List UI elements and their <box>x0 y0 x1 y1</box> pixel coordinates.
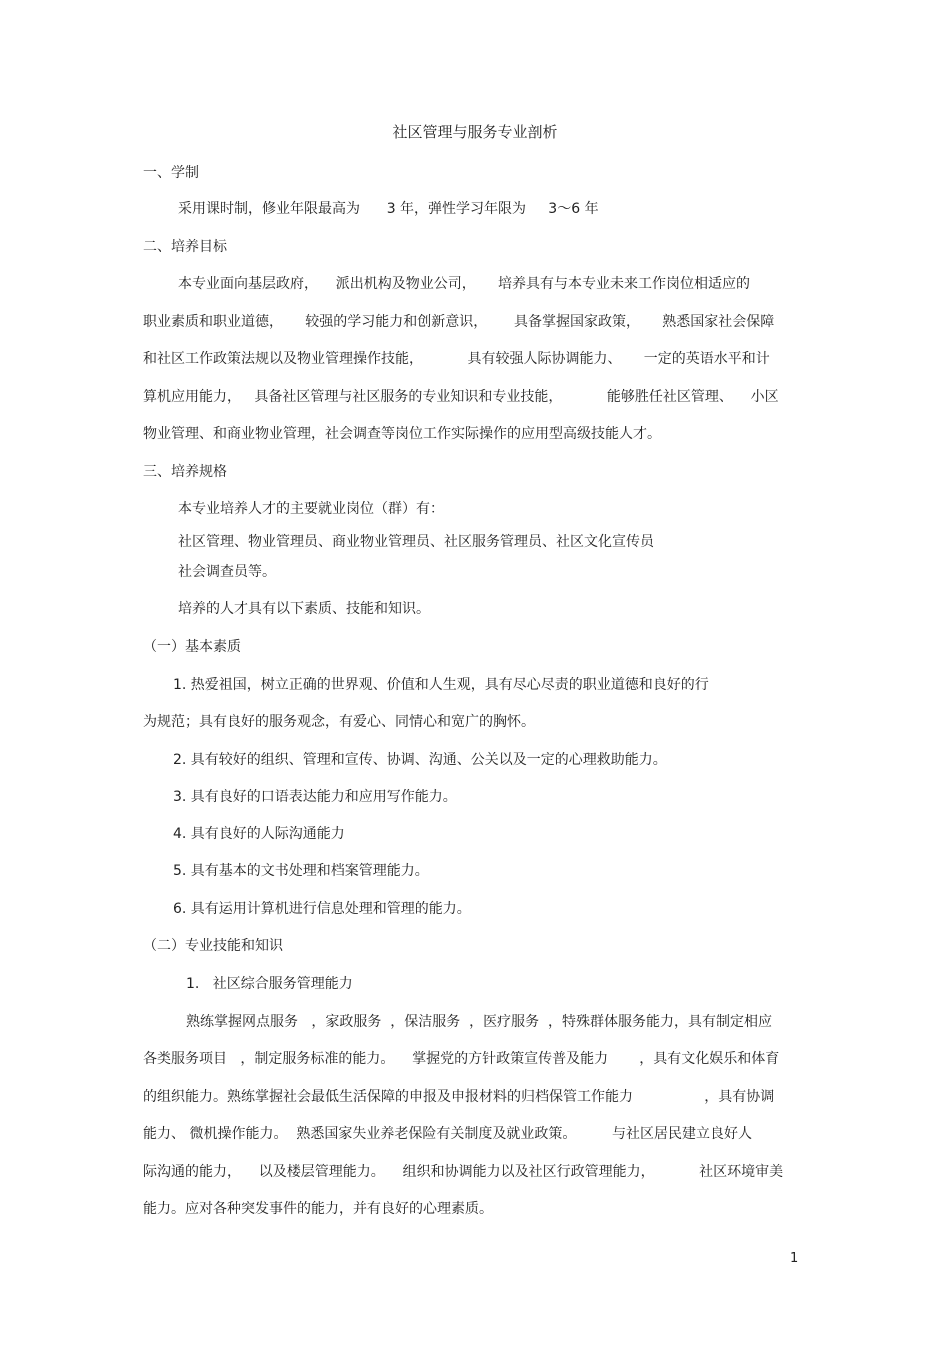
paragraph-line: 能力、 微机操作能力。 熟悉国家失业养老保险有关制度及就业政策。 与社区居民建立良好人 <box>143 1126 752 1142</box>
paragraph-line: 本专业面向基层政府， 派出机构及物业公司， 培养具有与本专业未来工作岗位相适应的 <box>178 276 751 292</box>
list-item: 5. 具有基本的文书处理和档案管理能力。 <box>173 863 429 879</box>
list-item: 6. 具有运用计算机进行信息处理和管理的能力。 <box>173 901 471 917</box>
paragraph-line: 本专业培养人才的主要就业岗位（群）有： <box>178 501 444 517</box>
paragraph-line: 社会调查员等。 <box>178 564 276 580</box>
subsection-heading: （一）基本素质 <box>143 639 241 655</box>
list-item: 2. 具有较好的组织、管理和宣传、协调、沟通、公关以及一定的心理救助能力。 <box>173 752 667 768</box>
list-item: 4. 具有良好的人际沟通能力 <box>173 826 345 842</box>
paragraph-line: 社区管理、物业管理员、商业物业管理员、社区服务管理员、社区文化宣传员 <box>178 534 654 550</box>
paragraph-line: 算机应用能力， 具备社区管理与社区服务的专业知识和专业技能， 能够胜任社区管理、 小区 <box>143 389 779 405</box>
subsection-heading: （二）专业技能和知识 <box>143 938 283 954</box>
page-number: 1 <box>790 1251 799 1266</box>
paragraph-line: 际沟通的能力， 以及楼层管理能力。 组织和协调能力以及社区行政管理能力， 社区环境审美 <box>143 1164 784 1180</box>
page-title: 社区管理与服务专业剖析 <box>392 123 558 141</box>
paragraph-line: 采用课时制，修业年限最高为 3 年，弹性学习年限为 3～6 年 <box>178 201 599 217</box>
section-heading: 三、培养规格 <box>143 464 227 480</box>
list-item: 3. 具有良好的口语表达能力和应用写作能力。 <box>173 789 457 805</box>
paragraph-line: 能力。应对各种突发事件的能力，并有良好的心理素质。 <box>143 1201 493 1217</box>
list-item-continuation: 为规范；具有良好的服务观念，有爱心、同情心和宽广的胸怀。 <box>143 714 535 730</box>
paragraph-line: 物业管理、和商业物业管理，社会调查等岗位工作实际操作的应用型高级技能人才。 <box>143 426 661 442</box>
list-item: 1. 社区综合服务管理能力 <box>186 976 353 992</box>
paragraph-line: 熟练掌握网点服务 ，家政服务 ，保洁服务 ，医疗服务 ，特殊群体服务能力，具有制定相应 <box>186 1014 773 1030</box>
list-item: 1. 热爱祖国，树立正确的世界观、价值和人生观，具有尽心尽责的职业道德和良好的行 <box>173 677 709 693</box>
paragraph-line: 培养的人才具有以下素质、技能和知识。 <box>178 601 430 617</box>
paragraph-line: 职业素质和职业道德， 较强的学习能力和创新意识， 具备掌握国家政策， 熟悉国家社会保障 <box>143 314 775 330</box>
section-heading: 二、培养目标 <box>143 239 227 255</box>
section-heading: 一、学制 <box>143 165 199 181</box>
paragraph-line: 和社区工作政策法规以及物业管理操作技能， 具有较强人际协调能力、 一定的英语水平和计 <box>143 351 770 367</box>
paragraph-line: 的组织能力。熟练掌握社会最低生活保障的申报及申报材料的归档保管工作能力 ，具有协调 <box>143 1089 775 1105</box>
paragraph-line: 各类服务项目 ，制定服务标准的能力。 掌握党的方针政策宣传普及能力 ，具有文化娱乐和体育 <box>143 1051 780 1067</box>
